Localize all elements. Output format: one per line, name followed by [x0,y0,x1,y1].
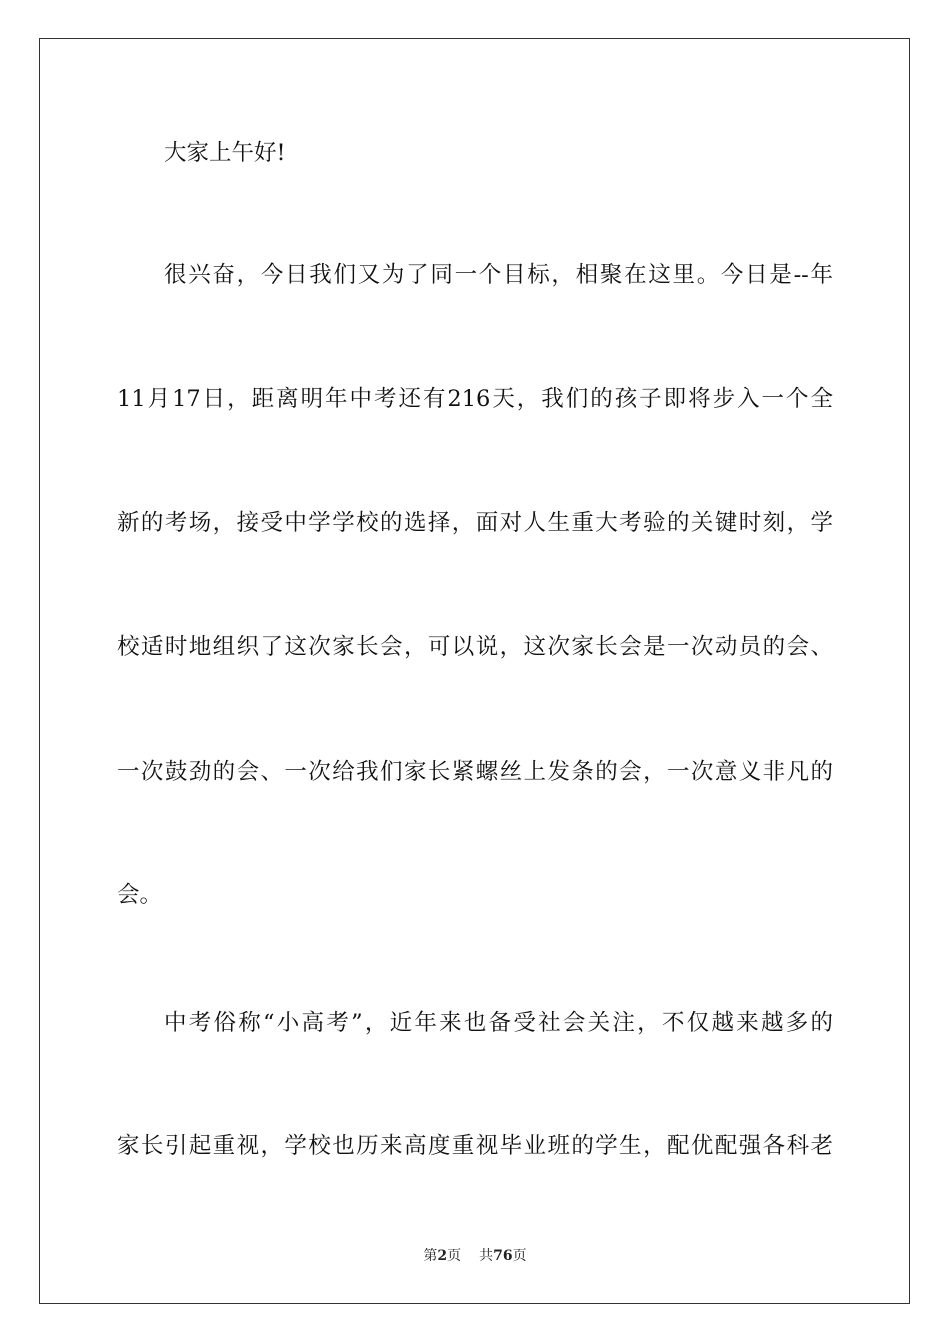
page-prefix: 第 [423,1248,438,1264]
paragraph-line: 中考俗称“小高考”，近年来也备受社会关注，不仅越来越多的 [164,1010,833,1036]
total-suffix: 页 [512,1248,527,1264]
paragraph-line: 家长引起重视，学校也历来高度重视毕业班的学生，配优配强各科老 [117,1133,833,1159]
page-footer [0,1246,950,1266]
total-pages: 76 [493,1248,513,1264]
paragraph-line: 很兴奋，今日我们又为了同一个目标，相聚在这里。今日是--年 [164,262,833,288]
paragraph-line: 一次鼓劲的会、一次给我们家长紧螺丝上发条的会，一次意义非凡的 [117,759,833,785]
paragraph-line: 校适时地组织了这次家长会，可以说，这次家长会是一次动员的会、 [117,634,833,660]
total-prefix: 共 [479,1248,494,1264]
paragraph-line: 会。 [117,882,163,908]
page-suffix: 页 [447,1248,462,1264]
paragraph-line: 新的考场，接受中学学校的选择，面对人生重大考验的关键时刻，学 [117,510,833,536]
paragraph-line: 11月17日，距离明年中考还有216天，我们的孩子即将步入一个全 [117,386,833,412]
greeting-line: 大家上午好! [164,140,286,166]
page-number: 2 [437,1248,448,1264]
page-frame [39,38,910,1304]
